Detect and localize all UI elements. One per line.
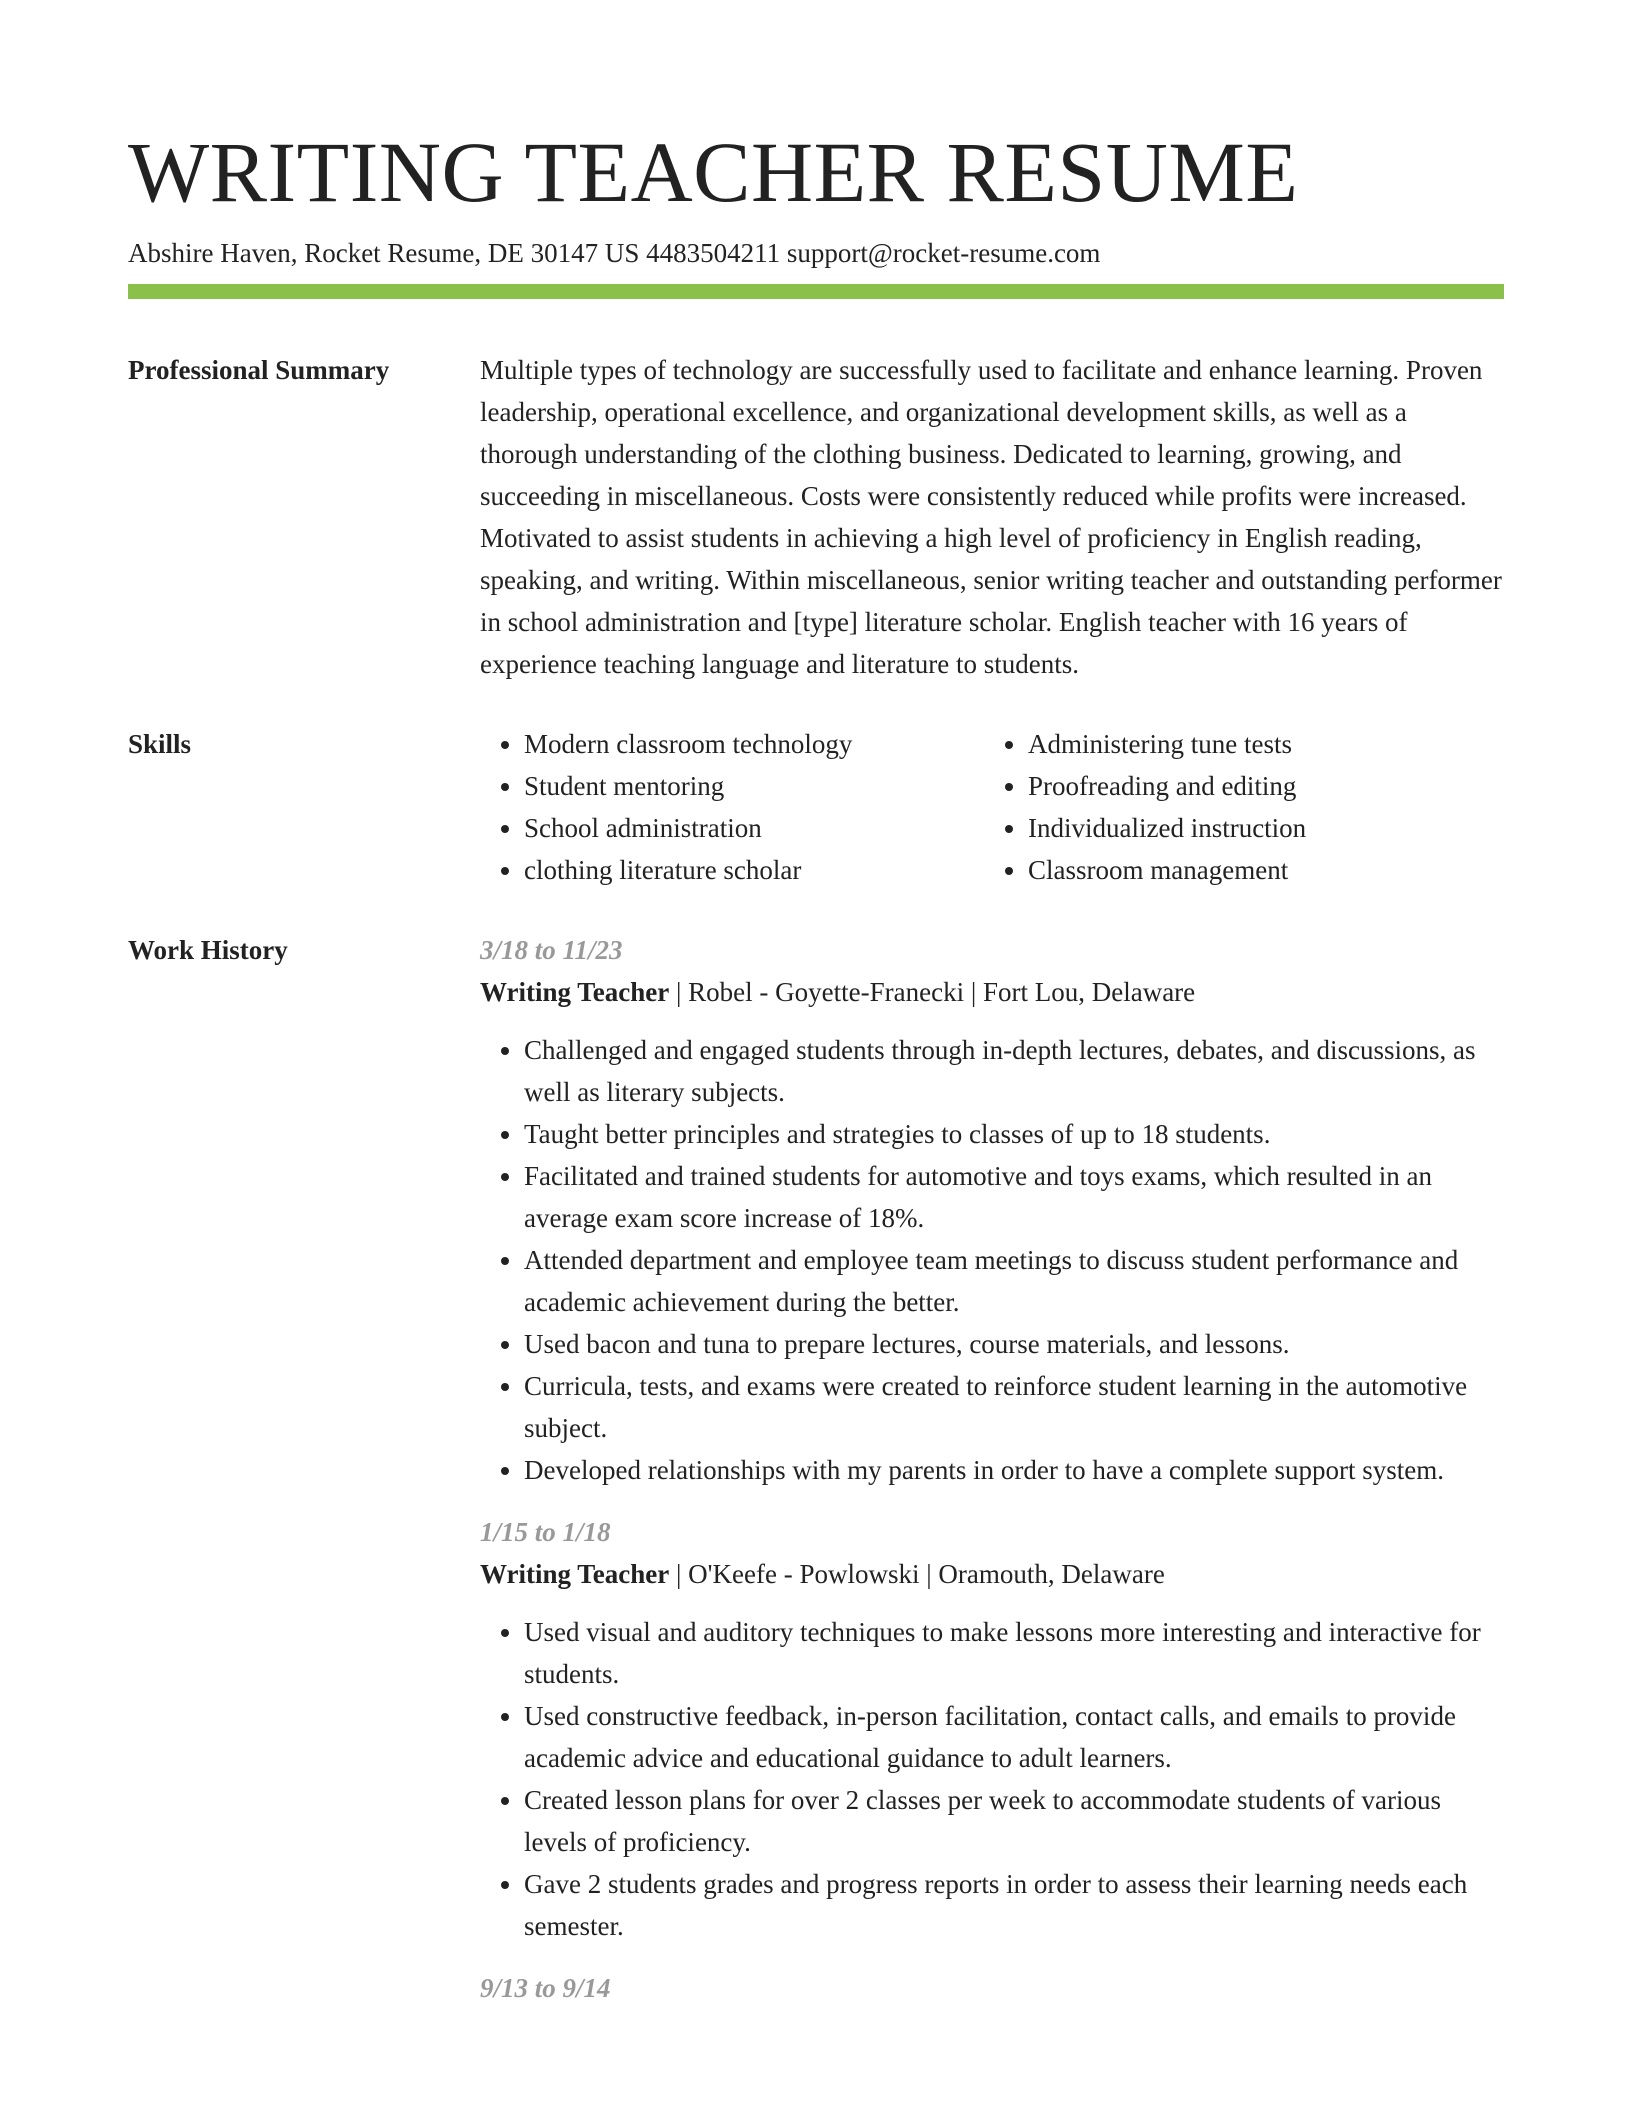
skill-item: • Student mentoring <box>524 765 984 807</box>
summary-section <box>128 349 1504 685</box>
summary-label: Professional Summary <box>128 355 390 385</box>
job-bullet: • Used bacon and tuna to prepare lectures, course materials, and lessons. <box>524 1323 1504 1365</box>
skill-item: • Individualized instruction <box>1028 807 1488 849</box>
skills-list-right <box>984 723 1488 891</box>
job-heading <box>480 1553 1504 1595</box>
job-entry <box>480 929 1504 1491</box>
job-bullet: • Gave 2 students grades and progress reports in order to assess their learning needs each semester. <box>524 1863 1504 1947</box>
job-bullet: • Created lesson plans for over 2 classes per week to accommodate students of various levels of proficiency. <box>524 1779 1504 1863</box>
skills-list-left <box>480 723 984 891</box>
job-details: | O'Keefe - Powlowski | Oramouth, Delaware <box>669 1559 1165 1589</box>
skills-section <box>128 723 1504 891</box>
skill-item: • Proofreading and editing <box>1028 765 1488 807</box>
work-history-label: Work History <box>128 935 288 965</box>
job-heading <box>480 971 1504 1013</box>
job-dates: 3/18 to 11/23 <box>480 935 623 965</box>
job-details: | Robel - Goyette-Franecki | Fort Lou, Delaware <box>669 977 1196 1007</box>
job-dates: 1/15 to 1/18 <box>480 1517 611 1547</box>
job-bullet: • Challenged and engaged students through in-depth lectures, debates, and discussions, as well as literary subjects. <box>524 1029 1504 1113</box>
skill-item: • Classroom management <box>1028 849 1488 891</box>
job-bullets <box>480 1611 1504 1947</box>
job-dates: 9/13 to 9/14 <box>480 1973 611 2003</box>
accent-divider <box>128 284 1504 299</box>
job-bullet: • Facilitated and trained students for automotive and toys exams, which resulted in an average exam score increase of 18%. <box>524 1155 1504 1239</box>
job-bullet: • Used visual and auditory techniques to make lessons more interesting and interactive for students. <box>524 1611 1504 1695</box>
work-history-section <box>128 929 1504 2029</box>
job-entry <box>480 1511 1504 1947</box>
job-title: Writing Teacher <box>480 977 670 1007</box>
job-bullet: • Developed relationships with my parents in order to have a complete support system. <box>524 1449 1504 1491</box>
skills-label: Skills <box>128 729 192 759</box>
job-bullets <box>480 1029 1504 1491</box>
resume-title: WRITING TEACHER RESUME <box>128 124 1299 220</box>
skill-item: • Administering tune tests <box>1028 723 1488 765</box>
job-bullet: • Attended department and employee team meetings to discuss student performance and academic achievement during the better. <box>524 1239 1504 1323</box>
job-title: Writing Teacher <box>480 1559 670 1589</box>
job-bullet: • Used constructive feedback, in-person facilitation, contact calls, and emails to provide academic advice and educational guidance to adult learners. <box>524 1695 1504 1779</box>
job-entry <box>480 1967 1504 2009</box>
contact-line: Abshire Haven, Rocket Resume, DE 30147 US 4483504211 support@rocket-resume.com <box>128 238 1101 268</box>
resume-page <box>128 120 1504 2029</box>
skill-item: • Modern classroom technology <box>524 723 984 765</box>
summary-text: Multiple types of technology are successfully used to facilitate and enhance learning. Proven leadership, operational excellence, and organizational development skills, as well as a thorough understanding of the clothing business. Dedicated to learning, growing, and succeeding in miscellaneous. Costs were consistently reduced while profits were increased. Motivated to assist students in achieving a high level of proficiency in English reading, speaking, and writing. Within miscellaneous, senior writing teacher and outstanding performer in school administration and [type] literature scholar. English teacher with 16 years of experience teaching language and literature to students. <box>480 355 1502 679</box>
skill-item: • School administration <box>524 807 984 849</box>
skill-item: • clothing literature scholar <box>524 849 984 891</box>
job-bullet: • Curricula, tests, and exams were created to reinforce student learning in the automotive subject. <box>524 1365 1504 1449</box>
job-bullet: • Taught better principles and strategies to classes of up to 18 students. <box>524 1113 1504 1155</box>
